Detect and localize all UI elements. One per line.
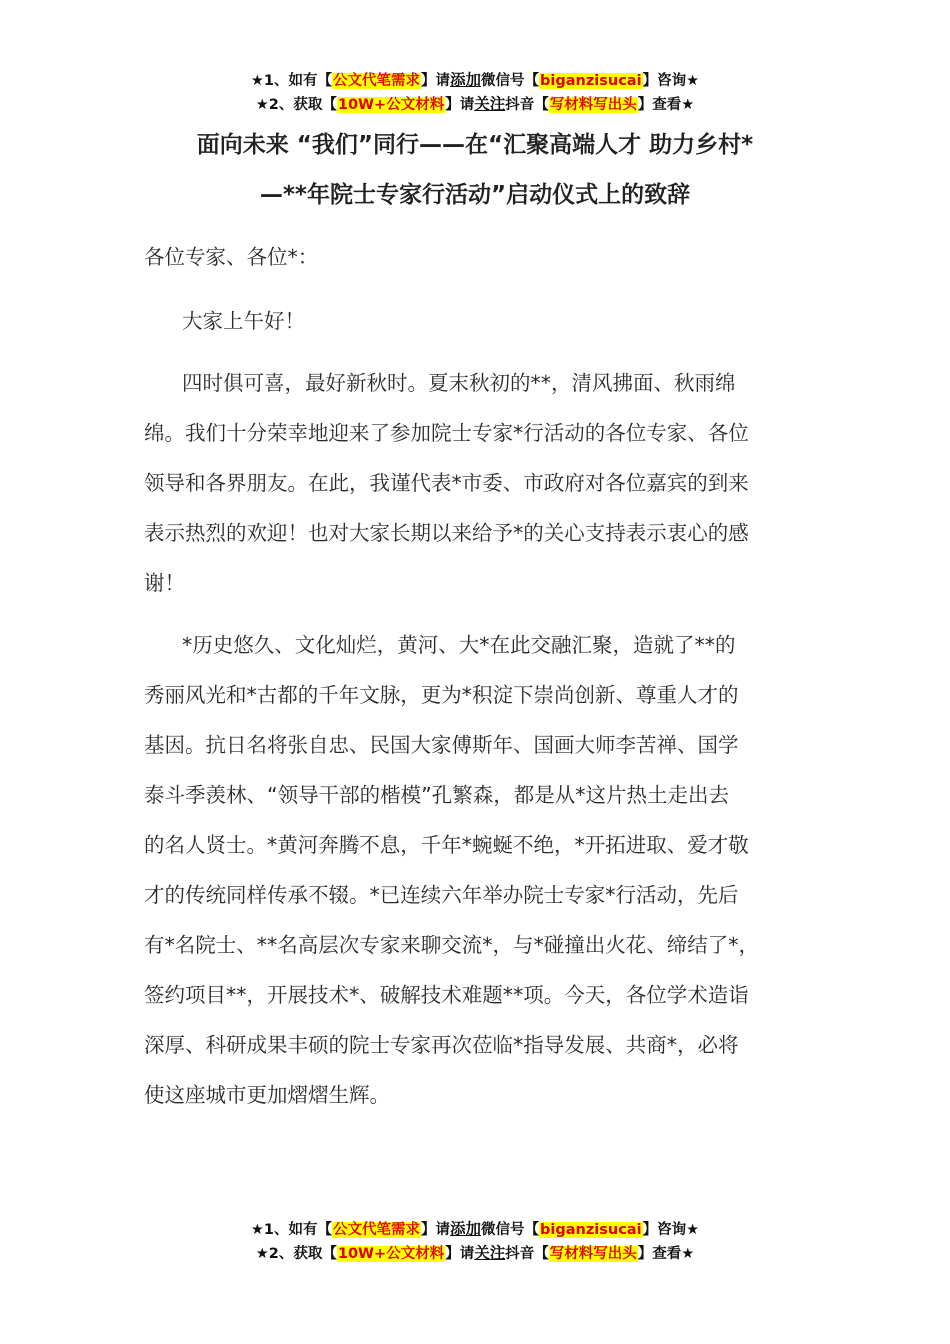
promo-highlight: 写材料写出头	[549, 1246, 637, 1262]
document-title-line-1: 面向未来 “我们”同行——在“汇聚高端人才 助力乡村*	[196, 132, 754, 158]
greeting: 大家上午好！	[182, 309, 305, 333]
promo-text: 】咨询★	[642, 73, 700, 89]
promo-underlined: 关注	[474, 95, 506, 113]
promo-text: 抖音【	[505, 1246, 549, 1262]
paragraph-line: 签约项目**，开展技术*、破解技术难题**项。今天，各位学术造诣	[144, 983, 749, 1007]
paragraph-line: 才的传统同样传承不辍。*已连续六年举办院士专家*行活动，先后	[144, 883, 739, 907]
document-title-line-2: —**年院士专家行活动”启动仪式上的致辞	[259, 182, 691, 208]
promo-text: 】咨询★	[642, 1222, 700, 1238]
paragraph-line: 秀丽风光和*古都的千年文脉，更为*积淀下崇尚创新、尊重人才的	[144, 683, 739, 707]
promo-wechat-id: biganzisucai	[540, 1222, 642, 1238]
paragraph-line: 基因。抗日名将张自忠、民国大家傅斯年、国画大师李苦禅、国学	[144, 733, 739, 757]
paragraph-line: 谢！	[144, 571, 185, 595]
promo-text: 】请	[445, 97, 475, 113]
paragraph-line: 表示热烈的欢迎！也对大家长期以来给予*的关心支持表示衷心的感	[144, 521, 749, 545]
header-promo-line-1	[0, 70, 950, 91]
promo-underlined: 添加	[450, 71, 482, 89]
promo-text: ★1、如有【	[250, 1222, 332, 1238]
paragraph-line: 的名人贤士。*黄河奔腾不息，千年*蜿蜒不绝，*开拓进取、爱才敬	[144, 833, 749, 857]
promo-text: 】查看★	[637, 97, 695, 113]
promo-text: ★1、如有【	[250, 73, 332, 89]
salutation: 各位专家、各位*：	[144, 245, 319, 269]
promo-highlight: 10W+公文材料	[337, 1246, 445, 1262]
promo-text: 】请	[421, 1222, 450, 1238]
paragraph-line: 绵。我们十分荣幸地迎来了参加院士专家*行活动的各位专家、各位	[144, 421, 749, 445]
promo-highlight: 10W+公文材料	[337, 97, 445, 113]
promo-underlined: 关注	[474, 1244, 506, 1262]
paragraph-line: *历史悠久、文化灿烂，黄河、大*在此交融汇聚，造就了**的	[182, 633, 736, 657]
promo-text: 抖音【	[505, 97, 549, 113]
promo-text: 微信号【	[481, 73, 540, 89]
paragraph-line: 深厚、科研成果丰硕的院士专家再次莅临*指导发展、共商*，必将	[144, 1033, 739, 1057]
promo-wechat-id: biganzisucai	[540, 73, 642, 89]
paragraph-line: 四时俱可喜，最好新秋时。夏末秋初的**，清风拂面、秋雨绵	[182, 371, 736, 395]
promo-highlight: 写材料写出头	[549, 97, 637, 113]
paragraph-line: 使这座城市更加熠熠生辉。	[144, 1083, 390, 1107]
footer-promo-line-1	[0, 1219, 950, 1240]
paragraph-line: 泰斗季羡林、“领导干部的楷模”孔繁森，都是从*这片热土走出去	[144, 783, 729, 807]
promo-text: ★2、获取【	[255, 1246, 337, 1262]
paragraph-line: 领导和各界朋友。在此，我谨代表*市委、市政府对各位嘉宾的到来	[144, 471, 749, 495]
promo-text: 】请	[421, 73, 450, 89]
promo-text: 微信号【	[481, 1222, 540, 1238]
promo-highlight: 公文代笔需求	[333, 73, 420, 89]
promo-highlight: 公文代笔需求	[333, 1222, 420, 1238]
promo-text: 】请	[445, 1246, 475, 1262]
footer-promo-line-2	[0, 1243, 950, 1264]
header-promo-line-2	[0, 94, 950, 115]
promo-underlined: 添加	[450, 1220, 482, 1238]
promo-text: ★2、获取【	[255, 97, 337, 113]
promo-text: 】查看★	[637, 1246, 695, 1262]
paragraph-line: 有*名院士、**名高层次专家来聊交流*，与*碰撞出火花、缔结了*，	[144, 933, 759, 957]
